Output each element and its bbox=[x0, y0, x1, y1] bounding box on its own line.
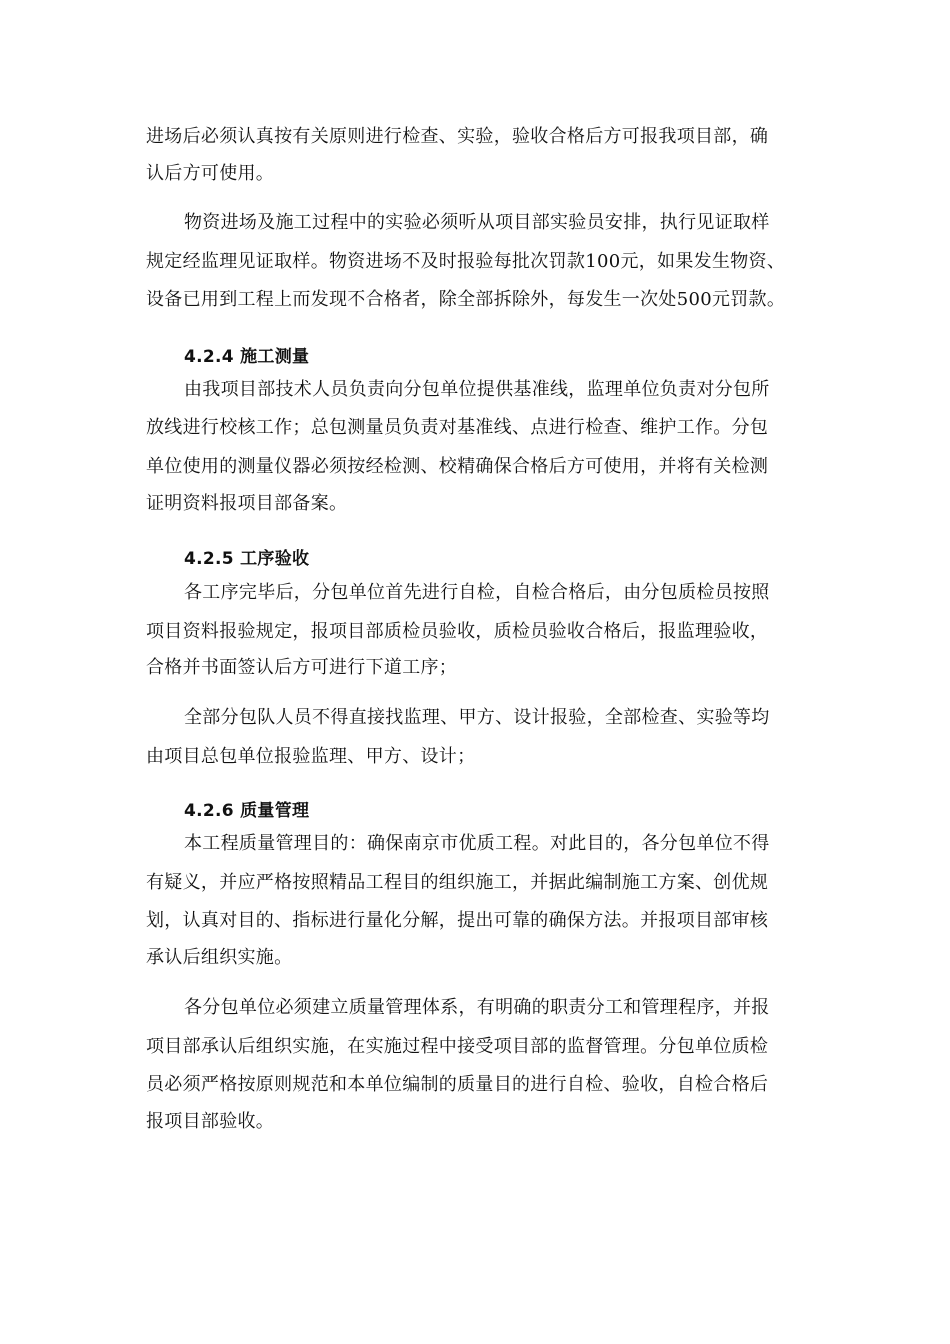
paragraph-line: 本工程质量管理目的：确保南京市优质工程。对此目的，各分包单位不得 bbox=[184, 833, 770, 854]
paragraph-line: 员必须严格按原则规范和本单位编制的质量目的进行自检、验收，自检合格后 bbox=[146, 1074, 769, 1095]
paragraph-line: 各工序完毕后，分包单位首先进行自检，自检合格后，由分包质检员按照 bbox=[184, 582, 770, 603]
paragraph-line: 规定经监理见证取样。物资进场不及时报验每批次罚款100元，如果发生物资、 bbox=[146, 251, 786, 272]
section-heading: 4.2.4 施工测量 bbox=[184, 347, 310, 367]
paragraph-line: 由项目总包单位报验监理、甲方、设计； bbox=[146, 746, 476, 767]
paragraph-line: 有疑义，并应严格按照精品工程目的组织施工，并据此编制施工方案、创优规 bbox=[146, 872, 769, 893]
paragraph-line: 进场后必须认真按有关原则进行检查、实验，验收合格后方可报我项目部，确 bbox=[146, 126, 769, 147]
section-heading: 4.2.5 工序验收 bbox=[184, 549, 310, 569]
paragraph-line: 物资进场及施工过程中的实验必须听从项目部实验员安排，执行见证取样 bbox=[184, 212, 770, 233]
paragraph-line: 项目资料报验规定，报项目部质检员验收，质检员验收合格后，报监理验收， bbox=[146, 621, 769, 642]
paragraph-line: 合格并书面签认后方可进行下道工序； bbox=[146, 657, 458, 678]
paragraph-line: 认后方可使用。 bbox=[146, 163, 275, 184]
paragraph-line: 项目部承认后组织实施，在实施过程中接受项目部的监督管理。分包单位质检 bbox=[146, 1036, 769, 1057]
paragraph-line: 设备已用到工程上而发现不合格者，除全部拆除外，每发生一次处500元罚款。 bbox=[146, 289, 786, 310]
paragraph-line: 各分包单位必须建立质量管理体系，有明确的职责分工和管理程序，并报 bbox=[184, 997, 770, 1018]
paragraph-line: 全部分包队人员不得直接找监理、甲方、设计报验，全部检查、实验等均 bbox=[184, 707, 770, 728]
paragraph-line: 报项目部验收。 bbox=[146, 1111, 275, 1132]
paragraph-line: 证明资料报项目部备案。 bbox=[146, 493, 348, 514]
paragraph-line: 放线进行校核工作；总包测量员负责对基准线、点进行检查、维护工作。分包 bbox=[146, 417, 769, 438]
paragraph-line: 划，认真对目的、指标进行量化分解，提出可靠的确保方法。并报项目部审核 bbox=[146, 910, 769, 931]
paragraph-line: 由我项目部技术人员负责向分包单位提供基准线，监理单位负责对分包所 bbox=[184, 379, 770, 400]
paragraph-line: 承认后组织实施。 bbox=[146, 947, 293, 968]
paragraph-line: 单位使用的测量仪器必须按经检测、校精确保合格后方可使用，并将有关检测 bbox=[146, 456, 769, 477]
section-heading: 4.2.6 质量管理 bbox=[184, 801, 310, 821]
